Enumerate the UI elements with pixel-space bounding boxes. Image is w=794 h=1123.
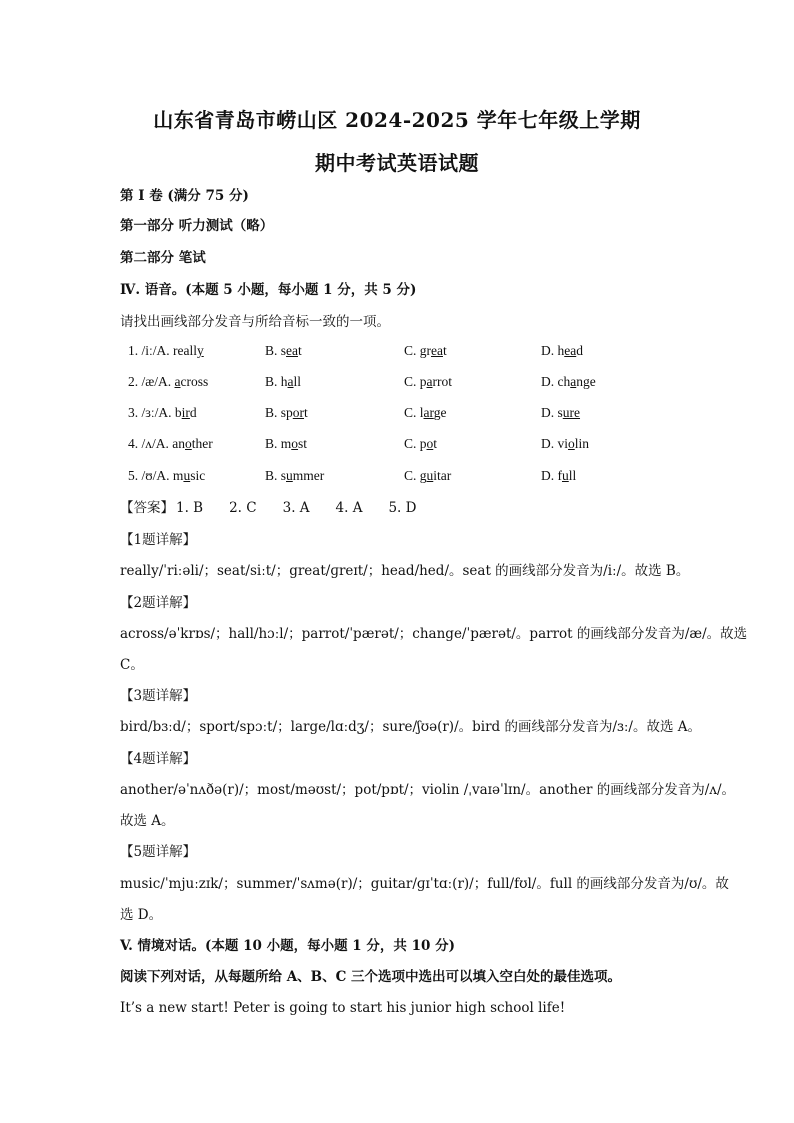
option-a: 4. /ʌ/A. another bbox=[128, 436, 213, 451]
exam-title-line2: 期中考试英语试题 bbox=[315, 151, 479, 175]
answer-item: 1. B bbox=[176, 500, 204, 516]
option-c: C. parrot bbox=[404, 374, 453, 389]
detail-text: really/ˈriːəli/；seat/siːt/；great/ɡreɪt/；head/hed/。seat 的画线部分发音为/iː/。故选 B。 bbox=[120, 563, 690, 579]
option-d: D. violin bbox=[541, 436, 590, 451]
option-c: C. great bbox=[404, 343, 447, 358]
answer-label: 【答案】 bbox=[120, 500, 174, 516]
detail-text-continued: 选 D。 bbox=[120, 907, 163, 923]
detail-text: bird/bɜːd/；sport/spɔːt/；large/lɑːdʒ/；sure/ʃʊə(r)/。bird 的画线部分发音为/ɜː/。故选 A。 bbox=[120, 719, 702, 735]
detail-text: music/ˈmjuːzɪk/；summer/ˈsʌmə(r)/；guitar/ɡɪˈtɑː(r)/；full/fʊl/。full 的画线部分发音为/ʊ/。故 bbox=[120, 876, 729, 892]
detail-heading: 【2题详解】 bbox=[120, 595, 197, 611]
answer-item: 2. C bbox=[229, 500, 257, 516]
option-d: D. change bbox=[541, 374, 596, 389]
option-c: C. guitar bbox=[404, 468, 452, 483]
detail-heading: 【4题详解】 bbox=[120, 751, 197, 767]
part1-heading: 第一部分 听力测试（略） bbox=[120, 218, 274, 234]
detail-heading: 【5题详解】 bbox=[120, 844, 197, 860]
option-a: 3. /ɜː/A. bird bbox=[128, 405, 197, 420]
part2-heading: 第二部分 笔试 bbox=[120, 250, 206, 266]
detail-heading: 【3题详解】 bbox=[120, 688, 197, 704]
option-c: C. large bbox=[404, 405, 447, 420]
detail-heading: 【1题详解】 bbox=[120, 532, 197, 548]
option-d: D. head bbox=[541, 343, 583, 358]
dialogue-intro: It’s a new start! Peter is going to start his junior high school life! bbox=[120, 1000, 566, 1016]
section4-heading: Ⅳ. 语音。(本题 5 小题，每小题 1 分，共 5 分) bbox=[120, 282, 417, 298]
section5-heading: V. 情境对话。(本题 10 小题，每小题 1 分，共 10 分) bbox=[120, 938, 455, 954]
answer-item: 3. A bbox=[282, 500, 310, 516]
option-b: B. seat bbox=[265, 343, 302, 358]
option-d: D. full bbox=[541, 468, 577, 483]
option-b: B. sport bbox=[265, 405, 308, 420]
answer-line bbox=[120, 498, 680, 518]
answer-item: 4. A bbox=[335, 500, 363, 516]
option-b: B. summer bbox=[265, 468, 325, 483]
detail-text-continued: C。 bbox=[120, 657, 144, 673]
option-a: 5. /ʊ/A. music bbox=[128, 468, 206, 483]
option-b: B. most bbox=[265, 436, 308, 451]
option-d: D. sure bbox=[541, 405, 581, 420]
detail-text-continued: 故选 A。 bbox=[120, 813, 175, 829]
detail-text: another/əˈnʌðə(r)/；most/məʊst/；pot/pɒt/；violin /ˌvaɪəˈlɪn/。another 的画线部分发音为/ʌ/。 bbox=[120, 782, 736, 798]
detail-text: across/əˈkrɒs/；hall/hɔːl/；parrot/ˈpærət/；change/ˈpærət/。parrot 的画线部分发音为/æ/。故选 bbox=[120, 626, 748, 642]
exam-title-line1: 山东省青岛市崂山区 2024-2025 学年七年级上学期 bbox=[153, 108, 641, 132]
option-a: 2. /æ/A. across bbox=[128, 374, 209, 389]
option-c: C. pot bbox=[404, 436, 438, 451]
section5-instruction: 阅读下列对话，从每题所给 A、B、C 三个选项中选出可以填入空白处的最佳选项。 bbox=[120, 969, 622, 985]
volume-heading: 第 Ⅰ 卷 (满分 75 分) bbox=[120, 188, 249, 204]
section4-instruction: 请找出画线部分发音与所给音标一致的一项。 bbox=[120, 314, 390, 330]
option-b: B. hall bbox=[265, 374, 302, 389]
option-a: 1. /iː/A. really bbox=[128, 343, 204, 358]
answer-item: 5. D bbox=[388, 500, 417, 516]
